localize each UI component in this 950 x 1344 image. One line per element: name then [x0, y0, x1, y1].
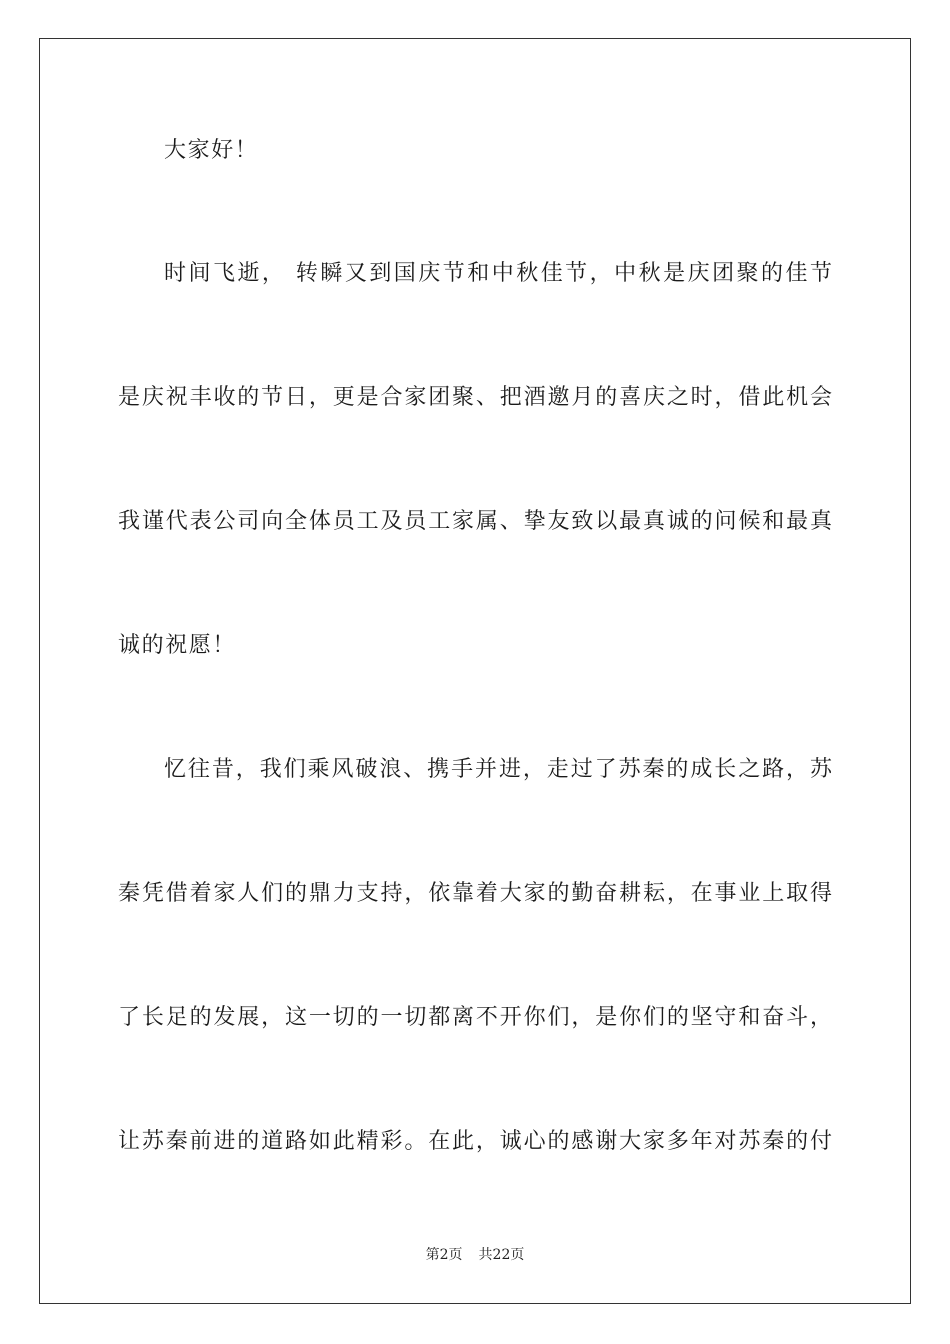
page-number-current: 第2页 [425, 1247, 463, 1263]
page-footer [0, 1246, 950, 1264]
paragraph-1-line-1: 时间飞逝， 转瞬又到国庆节和中秋佳节，中秋是庆团聚的佳节 [164, 261, 832, 286]
paragraph-2-line-3: 了长足的发展，这一切的一切都离不开你们，是你们的坚守和奋斗， [118, 1005, 832, 1030]
page-border [39, 38, 911, 1304]
greeting-line: 大家好！ [164, 138, 259, 163]
paragraph-2-line-1: 忆往昔，我们乘风破浪、携手并进，走过了苏秦的成长之路，苏 [164, 757, 832, 782]
paragraph-2-line-4: 让苏秦前进的道路如此精彩。在此，诚心的感谢大家多年对苏秦的付 [118, 1129, 832, 1154]
paragraph-1-line-4: 诚的祝愿！ [118, 633, 237, 658]
page-number-total: 共22页 [478, 1247, 525, 1263]
paragraph-1-line-2: 是庆祝丰收的节日，更是合家团聚、把酒邀月的喜庆之时，借此机会 [118, 385, 832, 410]
paragraph-1-line-3: 我谨代表公司向全体员工及员工家属、挚友致以最真诚的问候和最真 [118, 509, 832, 534]
paragraph-2-line-2: 秦凭借着家人们的鼎力支持，依靠着大家的勤奋耕耘，在事业上取得 [118, 881, 832, 906]
